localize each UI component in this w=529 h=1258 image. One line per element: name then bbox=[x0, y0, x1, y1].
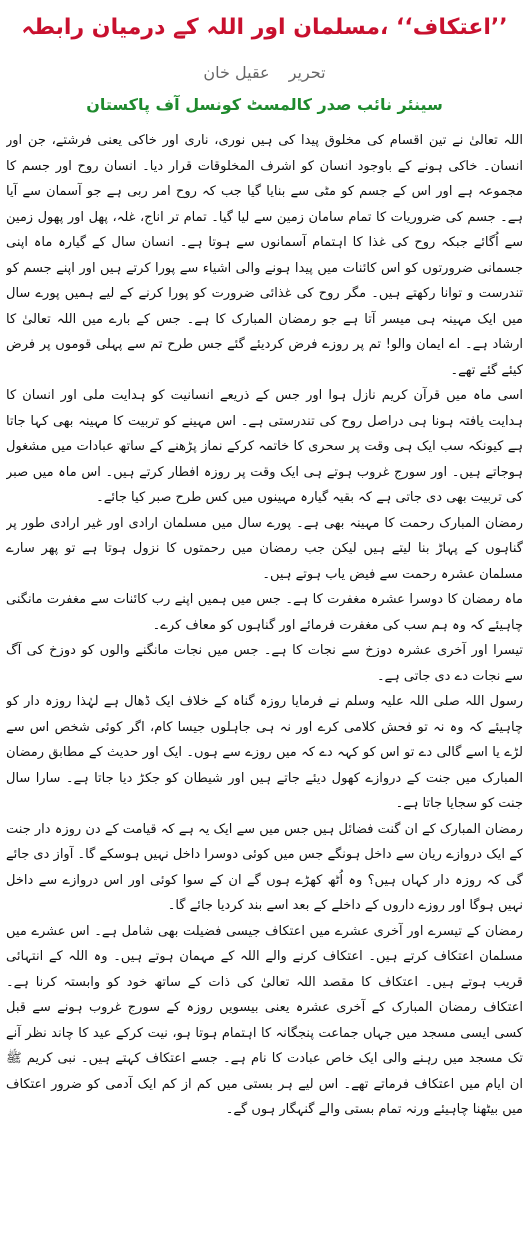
article-paragraph: رسول اللہ صلی اللہ علیہ وسلم نے فرمایا روزہ گناہ کے خلاف ایک ڈھال ہے لہٰذا روزہ دار کو چاہیئے کہ وہ نہ تو فحش کلامی کرے اور نہ ہی جاہلوں جیسا کام، اگر کوئی شخص اس سے لڑے یا اسے گالی دے تو اس کو کہہ دے کہ میں روزے سے ہوں۔ ایک اور حدیث کے مطابق رمضان المبارک میں جنت کے دروازے کھول دیئے جاتے ہیں اور شیطان کو جکڑ دیا جاتا ہے۔ سارا سال جنت کو سجایا جاتا ہے۔ bbox=[6, 694, 523, 811]
article-paragraph: اللہ تعالیٰ نے تین اقسام کی مخلوق پیدا کی ہیں نوری، ناری اور خاکی یعنی فرشتے، جن اور انسان۔ خاکی ہونے کے باوجود انسان کو اشرف المخلوقات قرار دیا۔ انسان روح اور جسم کا مجموعہ ہے اور اس کے جسم کو مٹی سے بنایا گیا جب کہ روح امر ربی ہے جو آسمان سے آیا ہے۔ جسم کی ضروریات کا تمام سامان زمین سے لیا گیا۔ تمام تر اناج، غلہ، پھل اور پھول زمین سے اُگائے جبکہ روح کی غذا کا اہتمام آسمانوں سے ہوتا ہے۔ انسان سال کے گیارہ ماہ اپنی جسمانی ضرورتوں کو اس کائنات میں پیدا ہونے والی اشیاء سے پورا کرتے ہیں اور اپنے جسم کو تندرست و توانا رکھتے ہیں۔ مگر روح کی غذائی ضرورت کو پورا کرنے کے لیے ہمیں پورے سال میں ایک مہینہ ہی میسر آتا ہے جو رمضان المبارک کا ہے۔ جس کے بارے میں اللہ تعالیٰ کا ارشاد ہے۔ اے ایمان والو! تم پر روزے فرض کردیئے گئے جس طرح تم سے پہلی قوموں پر فرض کیئے گئے تھے۔ bbox=[6, 133, 523, 378]
article-body bbox=[6, 128, 523, 1254]
article-paragraph: رمضان المبارک رحمت کا مہینہ بھی ہے۔ پورے سال میں مسلمان ارادی اور غیر ارادی طور پر گناہوں کے پہاڑ بنا لیتے ہیں لیکن جب رمضان میں رحمتوں کا نزول ہوتا ہے تو پھر سارے مسلمان عشرہ رحمت سے فیض یاب ہوتے ہیں۔ bbox=[6, 515, 523, 582]
article-paragraph: رمضان کے تیسرے اور آخری عشرے میں اعتکاف جیسی فضیلت بھی شامل ہے۔ اس عشرے میں مسلمان اعتکاف کرتے ہیں۔ اعتکاف کرنے والے اللہ کے مہمان ہوتے ہیں۔ وہ اللہ کے انتہائی قریب ہوتے ہیں۔ اعتکاف کا مقصد اللہ تعالیٰ کی ذات کے ساتھ خود کو وابستہ کرنا ہے۔ اعتکاف رمضان المبارک کے آخری عشرہ یعنی بیسویں روزہ کے سورج غروب ہونے سے قبل کسی ایسی مسجد میں جہاں جماعت پنجگانہ کا اہتمام ہوتا ہو، نیت کرکے عید کا چاند نظر آنے تک مسجد میں رہنے والی ایک خاص عبادت کا نام ہے۔ جسے اعتکاف کہتے ہیں۔ نبی کریم ﷺ ان ایام میں اعتکاف فرماتے تھے۔ اس لیے ہر بستی میں کم از کم ایک آدمی کو ضرور اعتکاف میں بیٹھنا چاہیئے ورنہ تمام بستی والے گنہگار ہوں گے۔ bbox=[6, 923, 523, 1117]
byline bbox=[0, 60, 529, 86]
article-paragraph: ماہ رمضان کا دوسرا عشرہ مغفرت کا ہے۔ جس میں ہمیں اپنے رب کائنات سے مغفرت مانگنی چاہیئے کہ وہ ہم سب کی مغفرت فرمائے اور گناہوں کو معاف کرے۔ bbox=[6, 592, 523, 633]
article-paragraph: تیسرا اور آخری عشرہ دوزخ سے نجات کا ہے۔ جس میں نجات مانگنے والوں کو دوزخ کی آگ سے نجات دے دی جاتی ہے۔ bbox=[6, 643, 523, 684]
byline-label: تحریر bbox=[288, 63, 326, 82]
article-paragraph: رمضان المبارک کے ان گنت فضائل ہیں جس میں سے ایک یہ ہے کہ قیامت کے دن روزہ دار جنت کے ایک دروازے ریان سے داخل ہونگے جس میں کوئی دوسرا داخل نہیں ہوسکے گا۔ آواز دی جائے گی کہ روزہ دار کہاں ہیں؟ وہ اُٹھ کھڑے ہوں گے ان کے سوا کوئی اور اس دروازے سے داخل نہیں ہوگا اور روزے داروں کے داخلے کے بعد اسے بند کردیا جائے گا۔ bbox=[6, 821, 523, 913]
author-name: عقیل خان bbox=[203, 63, 270, 82]
article-title: ’’اعتکاف‘‘ ،مسلمان اور اللہ کے درمیان رابطہ bbox=[21, 15, 508, 40]
article-paragraph: اسی ماہ میں قرآن کریم نازل ہوا اور جس کے ذریعے انسانیت کو ہدایت ملی اور انسان کا ہدایت یافتہ ہونا ہی دراصل روح کی تندرستی ہے۔ اس مہینے کو تربیت کا مہینہ بھی کہا جاتا ہے کیونکہ سب ایک ہی وقت پر سحری کا خاتمہ کرکے نماز پڑھنے کے ساتھ عبادات میں مشغول ہوجاتے ہیں۔ اور سورج غروب ہوتے ہی ایک وقت پر روزہ افطار کرتے ہیں۔ اس ماہ میں صبر کی تربیت بھی دی جاتی ہے کہ بقیہ گیارہ مہینوں میں کس طرح صبر کیا جائے۔ bbox=[6, 388, 523, 505]
author-title: سینئر نائب صدر کالمسٹ کونسل آف پاکستان bbox=[86, 95, 443, 114]
